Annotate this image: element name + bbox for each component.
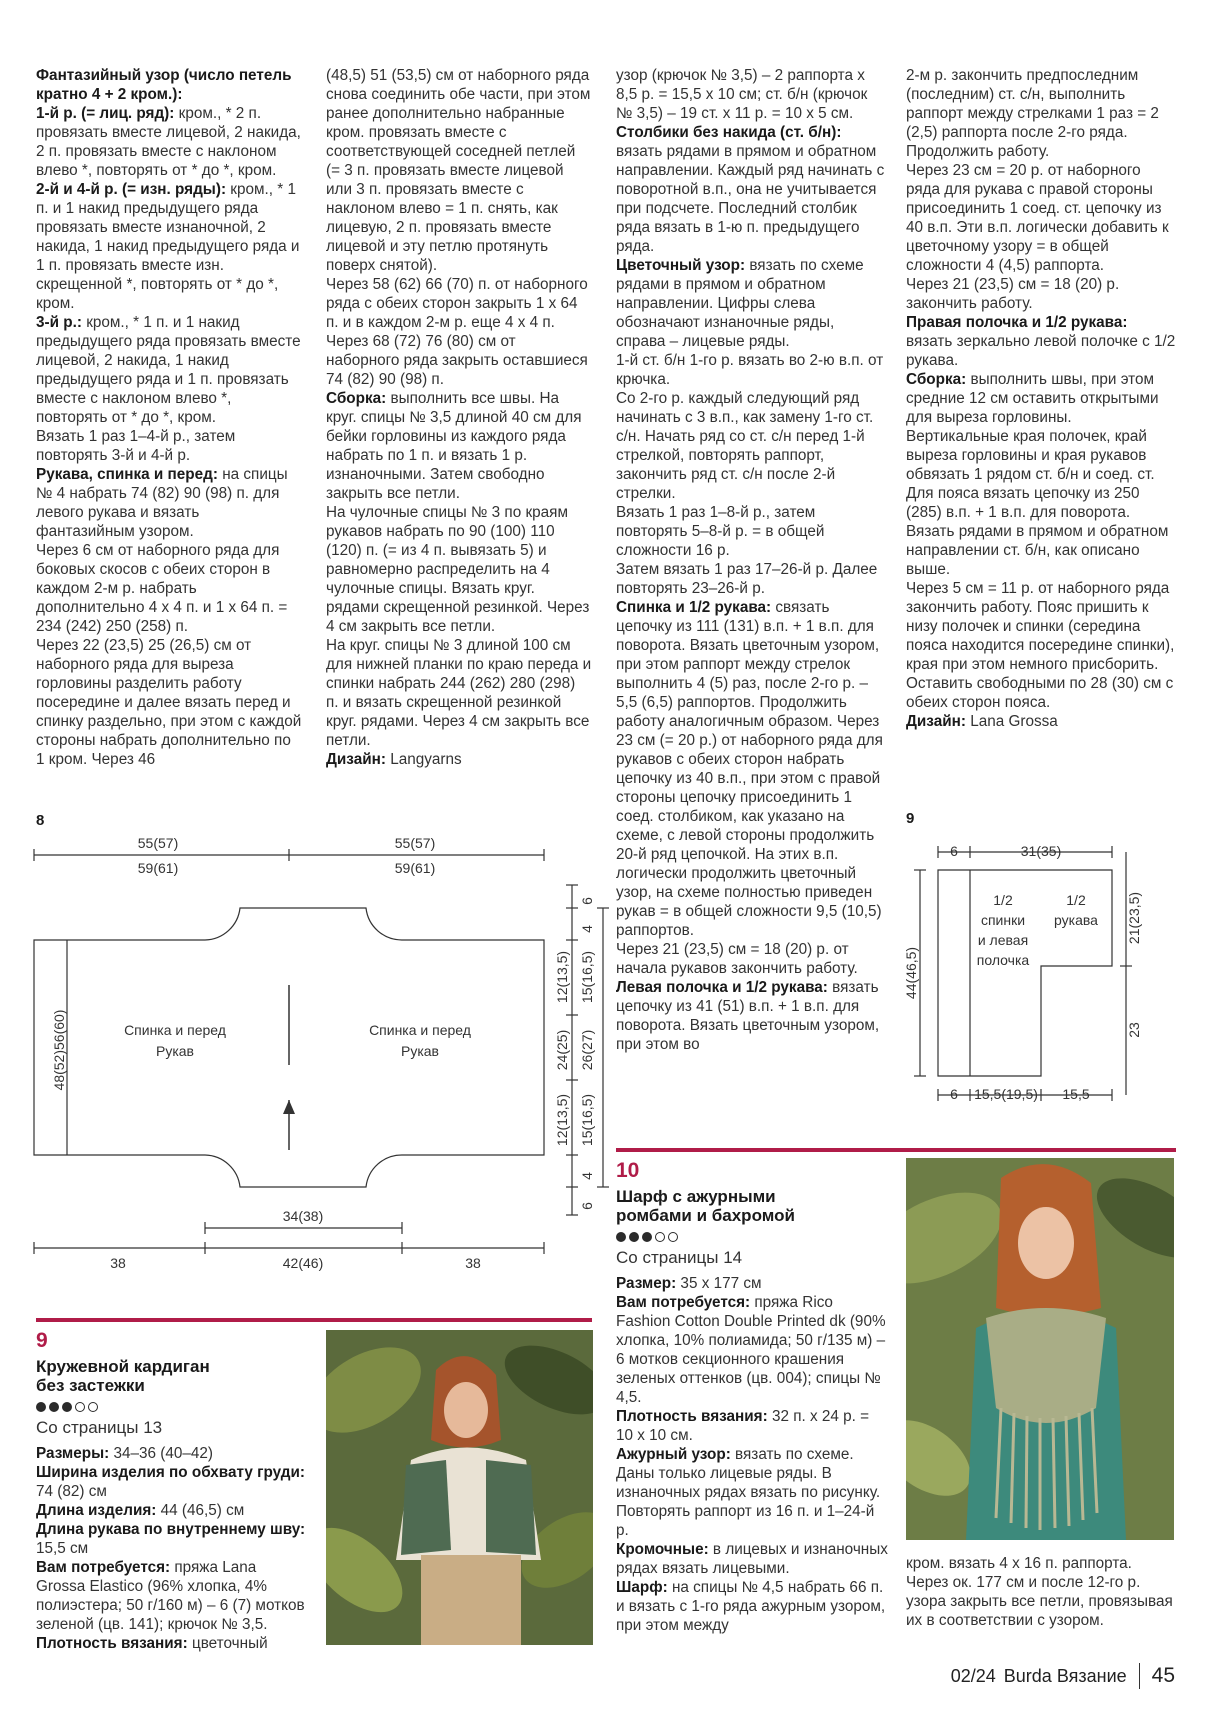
paragraph-heading: 3-й р.: bbox=[36, 314, 82, 331]
paragraph bbox=[616, 1274, 888, 1293]
paragraph bbox=[616, 256, 886, 598]
difficulty-dot bbox=[629, 1232, 639, 1242]
paragraph-heading: 2-й и 4-й р. (= изн. ряды): bbox=[36, 181, 227, 198]
paragraph bbox=[906, 66, 1176, 313]
paragraph-text: пряжа Lana Grossa Elastico (96% хлопка, 4% полиэстера; 50 г/160 м) – 6 (7) мотков зеленой (цв. 141); крючок № 3,5. bbox=[36, 1559, 305, 1633]
paragraph-heading: Ширина изделия по обхвату груди: bbox=[36, 1464, 305, 1481]
paragraph bbox=[616, 1540, 888, 1578]
d8-r-inner-2: 24(25) bbox=[554, 1029, 570, 1071]
paragraph bbox=[616, 978, 886, 1054]
paragraph bbox=[616, 1578, 888, 1635]
paragraph bbox=[36, 66, 302, 104]
d9-bottom-mid: 15,5(19,5) bbox=[974, 1086, 1038, 1102]
paragraph-text: в лицевых и изнаночных рядах вязать лицевыми. bbox=[616, 1541, 888, 1577]
diagram-9-number: 9 bbox=[906, 810, 915, 827]
section-10-difficulty bbox=[616, 1232, 678, 1242]
section-9-title: Кружевной кардиган без застежки bbox=[36, 1357, 210, 1395]
d8-r-outer-5: 15(16,5) bbox=[579, 1093, 595, 1147]
d9-top-right: 31(35) bbox=[1020, 843, 1062, 859]
section-10-title: Шарф с ажурными ромбами и бахромой bbox=[616, 1187, 795, 1225]
paragraph-heading: Фантазийный узор (число петель кратно 4 + 2 кром.): bbox=[36, 67, 292, 103]
d9-label-a-3: и левая bbox=[977, 932, 1029, 948]
paragraph bbox=[326, 389, 592, 750]
section-9-body bbox=[36, 1444, 306, 1653]
paragraph-heading: Сборка: bbox=[906, 371, 967, 388]
section-9-number: 9 bbox=[36, 1329, 48, 1352]
paragraph bbox=[616, 1407, 888, 1445]
paragraph-heading: Вам потребуется: bbox=[36, 1559, 171, 1576]
d8-bottom-1: 34(38) bbox=[282, 1208, 324, 1224]
text-column-3 bbox=[616, 66, 886, 1106]
paragraph-text: вязать цепочку из 41 (51) в.п. + 1 в.п. для поворота. Вязать цветочным узором, при этом во bbox=[616, 979, 880, 1053]
paragraph-text: кром., * 1 п. и 1 накид предыдущего ряда провязать вместе лицевой, 2 накида, 1 накид предыдущего ряда и 1 п. провязать вместе с наклоном влево *, повторять от * до *, кром. Вязать 1 раз 1–4-й р., затем повторять 3-й и 4-й р. bbox=[36, 314, 301, 464]
paragraph bbox=[36, 104, 302, 180]
section-10-from-page: Со страницы 14 bbox=[616, 1248, 743, 1267]
d8-r-inner-1: 12(13,5) bbox=[554, 950, 570, 1004]
paragraph-text: вязать зеркально левой полочке с 1/2 рукава. bbox=[906, 333, 1176, 369]
paragraph bbox=[906, 313, 1176, 370]
diagram-9 bbox=[903, 840, 1146, 1110]
paragraph bbox=[616, 123, 886, 256]
d9-bottom-right: 15,5 bbox=[1062, 1086, 1090, 1102]
paragraph bbox=[616, 598, 886, 978]
paragraph-text: кром., * 2 п. провязать вместе лицевой, 2 накида, 2 п. провязать вместе с наклоном влево *, повторять от * до *, кром. bbox=[36, 105, 301, 179]
section-10-bar bbox=[616, 1148, 1176, 1152]
paragraph bbox=[36, 180, 302, 313]
d8-top-left-1: 55(57) bbox=[137, 835, 179, 851]
d8-label-right-1: Спинка и перед bbox=[369, 1022, 471, 1038]
d9-right-top-dim: 21(23,5) bbox=[1126, 891, 1142, 945]
paragraph bbox=[906, 370, 1176, 712]
d8-r-outer-7: 6 bbox=[579, 1202, 595, 1210]
paragraph bbox=[36, 1634, 306, 1653]
footer-divider bbox=[1139, 1663, 1140, 1689]
text-column-2 bbox=[326, 66, 592, 769]
difficulty-dot bbox=[49, 1402, 59, 1412]
paragraph-text: выполнить швы, при этом средние 12 см оставить открытыми для выреза горловины. Вертикальные края полочек, край выреза горловины и края рукавов обвязать 1 рядом ст. б/н и соед. ст. Для пояса вязать цепочку из 250 (285) в.п. + 1 в.п. для поворота. Вязать рядами в прямом и обратном направлении ст. б/н, как описано выше. Через 5 см = 11 р. от наборного ряда закончить работу. Пояс пришить к низу полочек и спинки (середина пояса находится посередине спинки), края при этом немного присборить. Оставить свободными по 28 (30) см с обеих сторон пояса. bbox=[906, 371, 1175, 711]
paragraph-heading: Кромочные: bbox=[616, 1541, 709, 1558]
paragraph bbox=[36, 1558, 306, 1634]
paragraph-heading: Дизайн: bbox=[906, 713, 966, 730]
paragraph bbox=[326, 750, 592, 769]
paragraph bbox=[616, 1445, 888, 1540]
difficulty-dot bbox=[36, 1402, 46, 1412]
paragraph-heading: Рукава, спинка и перед: bbox=[36, 466, 218, 483]
paragraph-text: кром., * 1 п. и 1 накид предыдущего ряда провязать вместе изнаночной, 2 накида, 1 накид предыдущего ряда и 1 п. провязать вместе изн. скрещенной *, повторять от * до *, кром. bbox=[36, 181, 300, 312]
section-10-body bbox=[616, 1274, 888, 1635]
paragraph bbox=[326, 66, 592, 389]
paragraph-text: 32 п. х 24 р. = 10 х 10 см. bbox=[616, 1408, 870, 1444]
d8-r-outer-4: 26(27) bbox=[579, 1029, 595, 1071]
paragraph-heading: 1-й р. (= лиц. ряд): bbox=[36, 105, 175, 122]
scarf-photo bbox=[906, 1158, 1174, 1540]
paragraph-text: вязать по схеме рядами в прямом и обратном направлении. Цифры слева обозначают изнаночные ряды, справа – лицевые ряды. 1-й ст. б/н 1-го р. вязать во 2-ю в.п. от крючка. Со 2-го р. каждый следующий ряд начинать с 3 в.п., как замену 1-го ст. с/н. Начать ряд со ст. с/н перед 1-й стрелкой, повторять раппорт, закончить ряд ст. с/н после 2-й стрелки. Вязать 1 раз 1–8-й р., затем повторять 5–8-й р. = в общей сложности 16 р. Затем вязать 1 раз 17–26-й р. Далее повторять 23–26-й р. bbox=[616, 257, 884, 597]
section-9-difficulty bbox=[36, 1402, 98, 1412]
paragraph-text: связать цепочку из 111 (131) в.п. + 1 в.п. для поворота. Вязать цветочным узором, при этом раппорт между стрелок выполнить 4 (5) раз, после 2-го р. – 5,5 (6,5) раппортов. Продолжить работу аналогичным образом. Через 23 см (= 20 р.) от наборного ряда для рукавов с обеих сторон набрать цепочку из 40 в.п., при этом с правой стороны цепочку присоединить 1 соед. столбиком, как указано на схеме, с левой стороны продолжить 20-й ряд цепочкой. На этих в.п. логически продолжить цветочный узор, на схеме полностью приведен рукав = в общей сложности 9,5 (10,5) раппортов. Через 21 (23,5) см = 18 (20) р. от начала рукавов закончить работу. bbox=[616, 599, 883, 977]
paragraph-heading: Дизайн: bbox=[326, 751, 386, 768]
d8-bottom-right: 38 bbox=[465, 1255, 481, 1271]
paragraph-text: Langyarns bbox=[385, 751, 462, 768]
section-9-from-page: Со страницы 13 bbox=[36, 1418, 163, 1437]
text-column-1 bbox=[36, 66, 302, 769]
paragraph-text: 34–36 (40–42) bbox=[109, 1445, 214, 1462]
paragraph-text: пряжа Rico Fashion Cotton Double Printed dk (90% хлопка, 10% полиамида; 50 г/135 м) – 6 мотков секционного крашения зеленых оттенков (цв. 004); спицы № 4,5. bbox=[616, 1294, 886, 1406]
diagram-8 bbox=[30, 825, 610, 1270]
difficulty-dot bbox=[655, 1232, 665, 1242]
section-10-continuation: кром. вязать 4 х 16 п. раппорта. Через ок. 177 см и после 12-го р. узора закрыть все петли, провязывая их в соответствии с узором. bbox=[906, 1555, 1173, 1629]
d8-top-left-2: 59(61) bbox=[137, 860, 179, 876]
paragraph bbox=[36, 1501, 306, 1520]
paragraph bbox=[906, 712, 1176, 731]
d8-r-outer-3: 15(16,5) bbox=[579, 950, 595, 1004]
paragraph-text: на спицы № 4 набрать 74 (82) 90 (98) п. для левого рукава и вязать фантазийным узором. Через 6 см от наборного ряда для боковых скосов с обеих сторон в каждом 2-м р. набрать дополнительно 4 х 4 п. и 1 х 64 п. = 234 (242) 250 (258) п. Через 22 (23,5) 25 (26,5) см от наборного ряда для выреза горловины разделить работу посередине и далее вязать перед и спинку раздельно, при этом с каждой стороны набрать дополнительно по 1 кром. Через 46 bbox=[36, 466, 302, 768]
d8-r-outer-2: 4 bbox=[579, 925, 595, 933]
difficulty-dot bbox=[75, 1402, 85, 1412]
paragraph-text: вязать рядами в прямом и обратном направлении. Каждый ряд начинать с поворотной в.п., она не учитывается при подсчете. Последний столбик ряда вязать в 1-ю п. предыдущего ряда. bbox=[616, 143, 885, 255]
paragraph-heading: Размеры: bbox=[36, 1445, 110, 1462]
d8-label-right-2: Рукав bbox=[401, 1043, 439, 1059]
d8-top-right-2: 59(61) bbox=[394, 860, 436, 876]
paragraph-heading: Длина изделия: bbox=[36, 1502, 157, 1519]
paragraph-heading: Размер: bbox=[616, 1275, 677, 1292]
d8-left-dim: 48(52)56(60) bbox=[51, 1009, 67, 1091]
paragraph-heading: Спинка и 1/2 рукава: bbox=[616, 599, 772, 616]
d8-label-left-2: Рукав bbox=[156, 1043, 194, 1059]
paragraph-text: 44 (46,5) см bbox=[156, 1502, 245, 1519]
paragraph-heading: Шарф: bbox=[616, 1579, 668, 1596]
paragraph-text: узор (крючок № 3,5) – 2 раппорта х 8,5 р. = 15,5 х 10 см; ст. б/н (крючок № 3,5) – 19 ст. х 11 р. = 10 х 5 см. bbox=[616, 67, 868, 122]
paragraph-heading: Левая полочка и 1/2 рукава: bbox=[616, 979, 828, 996]
paragraph-heading: Цветочный узор: bbox=[616, 257, 746, 274]
paragraph bbox=[36, 1520, 306, 1558]
paragraph-heading: Столбики без накида (ст. б/н): bbox=[616, 124, 842, 141]
d9-label-b-1: 1/2 bbox=[1066, 892, 1086, 908]
paragraph bbox=[616, 66, 886, 123]
paragraph bbox=[36, 1463, 306, 1501]
paragraph bbox=[36, 313, 302, 465]
paragraph-heading: Сборка: bbox=[326, 390, 387, 407]
difficulty-dot bbox=[642, 1232, 652, 1242]
d8-r-outer-6: 4 bbox=[579, 1172, 595, 1180]
paragraph bbox=[36, 1444, 306, 1463]
d8-bottom-left: 38 bbox=[110, 1255, 126, 1271]
issue-number: 02/24 bbox=[950, 1665, 996, 1686]
paragraph bbox=[616, 1293, 888, 1407]
paragraph-heading: Правая полочка и 1/2 рукава: bbox=[906, 314, 1128, 331]
d9-label-a-4: полочка bbox=[976, 952, 1030, 968]
paragraph-heading: Плотность вязания: bbox=[616, 1408, 768, 1425]
paragraph bbox=[36, 465, 302, 769]
d9-top-left: 6 bbox=[950, 843, 958, 859]
page-footer bbox=[951, 1663, 1175, 1689]
difficulty-dot bbox=[668, 1232, 678, 1242]
diagram-8-number: 8 bbox=[36, 812, 45, 829]
difficulty-dot bbox=[62, 1402, 72, 1412]
paragraph-text: на спицы № 4,5 набрать 66 п. и вязать с 1-го ряда ажурным узором, при этом между bbox=[616, 1579, 886, 1634]
difficulty-dot bbox=[616, 1232, 626, 1242]
d8-top-right-1: 55(57) bbox=[394, 835, 436, 851]
paragraph-text: 15,5 см bbox=[36, 1540, 89, 1557]
paragraph-text: 2-м р. закончить предпоследним (последним) ст. с/н, выполнить раппорт между стрелками 1 раз = 2 (2,5) раппорта после 2-го ряда. Продолжить работу. Через 23 см = 20 р. от наборного ряда для рукава с правой стороны присоединить 1 соед. ст. цепочку из 40 в.п. Эти в.п. логически добавить к цветочному узору = в общей сложности 4 (4,5) раппорта. Через 21 (23,5) см = 18 (20) р. закончить работу. bbox=[906, 67, 1169, 312]
paragraph-text: 35 х 177 см bbox=[676, 1275, 762, 1292]
d9-left-dim: 44(46,5) bbox=[903, 946, 919, 1000]
paragraph-text: вязать по схеме. Даны только лицевые ряды. В изнаночных рядах вязать по рисунку. Повторять раппорт из 16 п. и 1–24-й р. bbox=[616, 1446, 881, 1539]
magazine-name: Burda Вязание bbox=[1003, 1665, 1127, 1686]
paragraph-heading: Длина рукава по внутреннему шву: bbox=[36, 1521, 306, 1538]
d9-label-a-2: спинки bbox=[980, 912, 1026, 928]
section-9-bar bbox=[36, 1318, 592, 1322]
section-10-number: 10 bbox=[616, 1159, 640, 1182]
paragraph-text: выполнить все швы. На круг. спицы № 3,5 длиной 40 см для бейки горловины из каждого ряда набрать по 1 п. и вязать 1 р. изнаночными. Затем свободно закрыть все петли. На чулочные спицы № 3 по краям рукавов набрать по 90 (100) 110 (120) п. (= из 4 п. вывязать 5) и равномерно распределить на 4 чулочные спицы. Вязать круг. рядами скрещенной резинкой. Через 4 см закрыть все петли. На круг. спицы № 3 длиной 100 см для нижней планки по краю переда и спинки набрать 244 (262) 280 (298) п. и вязать скрещенной резинкой круг. рядами. Через 4 см закрыть все петли. bbox=[326, 390, 592, 749]
d9-label-b-2: рукава bbox=[1054, 912, 1098, 928]
difficulty-dot bbox=[88, 1402, 98, 1412]
d8-bottom-mid: 42(46) bbox=[282, 1255, 324, 1271]
paragraph-heading: Плотность вязания: bbox=[36, 1635, 188, 1652]
text-column-4 bbox=[906, 66, 1176, 731]
d9-bottom-left: 6 bbox=[950, 1086, 958, 1102]
paragraph-heading: Вам потребуется: bbox=[616, 1294, 751, 1311]
d8-r-outer-1: 6 bbox=[579, 897, 595, 905]
d9-right-bottom-dim: 23 bbox=[1126, 1022, 1142, 1038]
paragraph-heading: Ажурный узор: bbox=[616, 1446, 731, 1463]
d9-label-a-1: 1/2 bbox=[993, 892, 1013, 908]
paragraph-text: (48,5) 51 (53,5) см от наборного ряда снова соединить обе части, при этом ранее дополнительно набранные кром. провязать вместе с соответствующей соседней петлей (= 3 п. провязать вместе лицевой или 3 п. провязать вместе с наклоном влево = 1 п. снять, как лицевую, 2 п. провязать вместе лицевой и эту петлю протянуть поверх снятой). Через 58 (62) 66 (70) п. от наборного ряда с обеих сторон закрыть 1 х 64 п. и в каждом 2-м р. еще 4 х 4 п. Через 68 (72) 76 (80) см от наборного ряда закрыть оставшиеся 74 (82) 90 (98) п. bbox=[326, 67, 591, 388]
cardigan-photo bbox=[326, 1330, 593, 1645]
paragraph-text: Lana Grossa bbox=[965, 713, 1058, 730]
paragraph-text: 74 (82) см bbox=[36, 1483, 107, 1500]
paragraph-text: цветочный bbox=[187, 1635, 268, 1652]
d8-label-left-1: Спинка и перед bbox=[124, 1022, 226, 1038]
d8-r-inner-3: 12(13,5) bbox=[554, 1093, 570, 1147]
page-number: 45 bbox=[1151, 1664, 1175, 1687]
